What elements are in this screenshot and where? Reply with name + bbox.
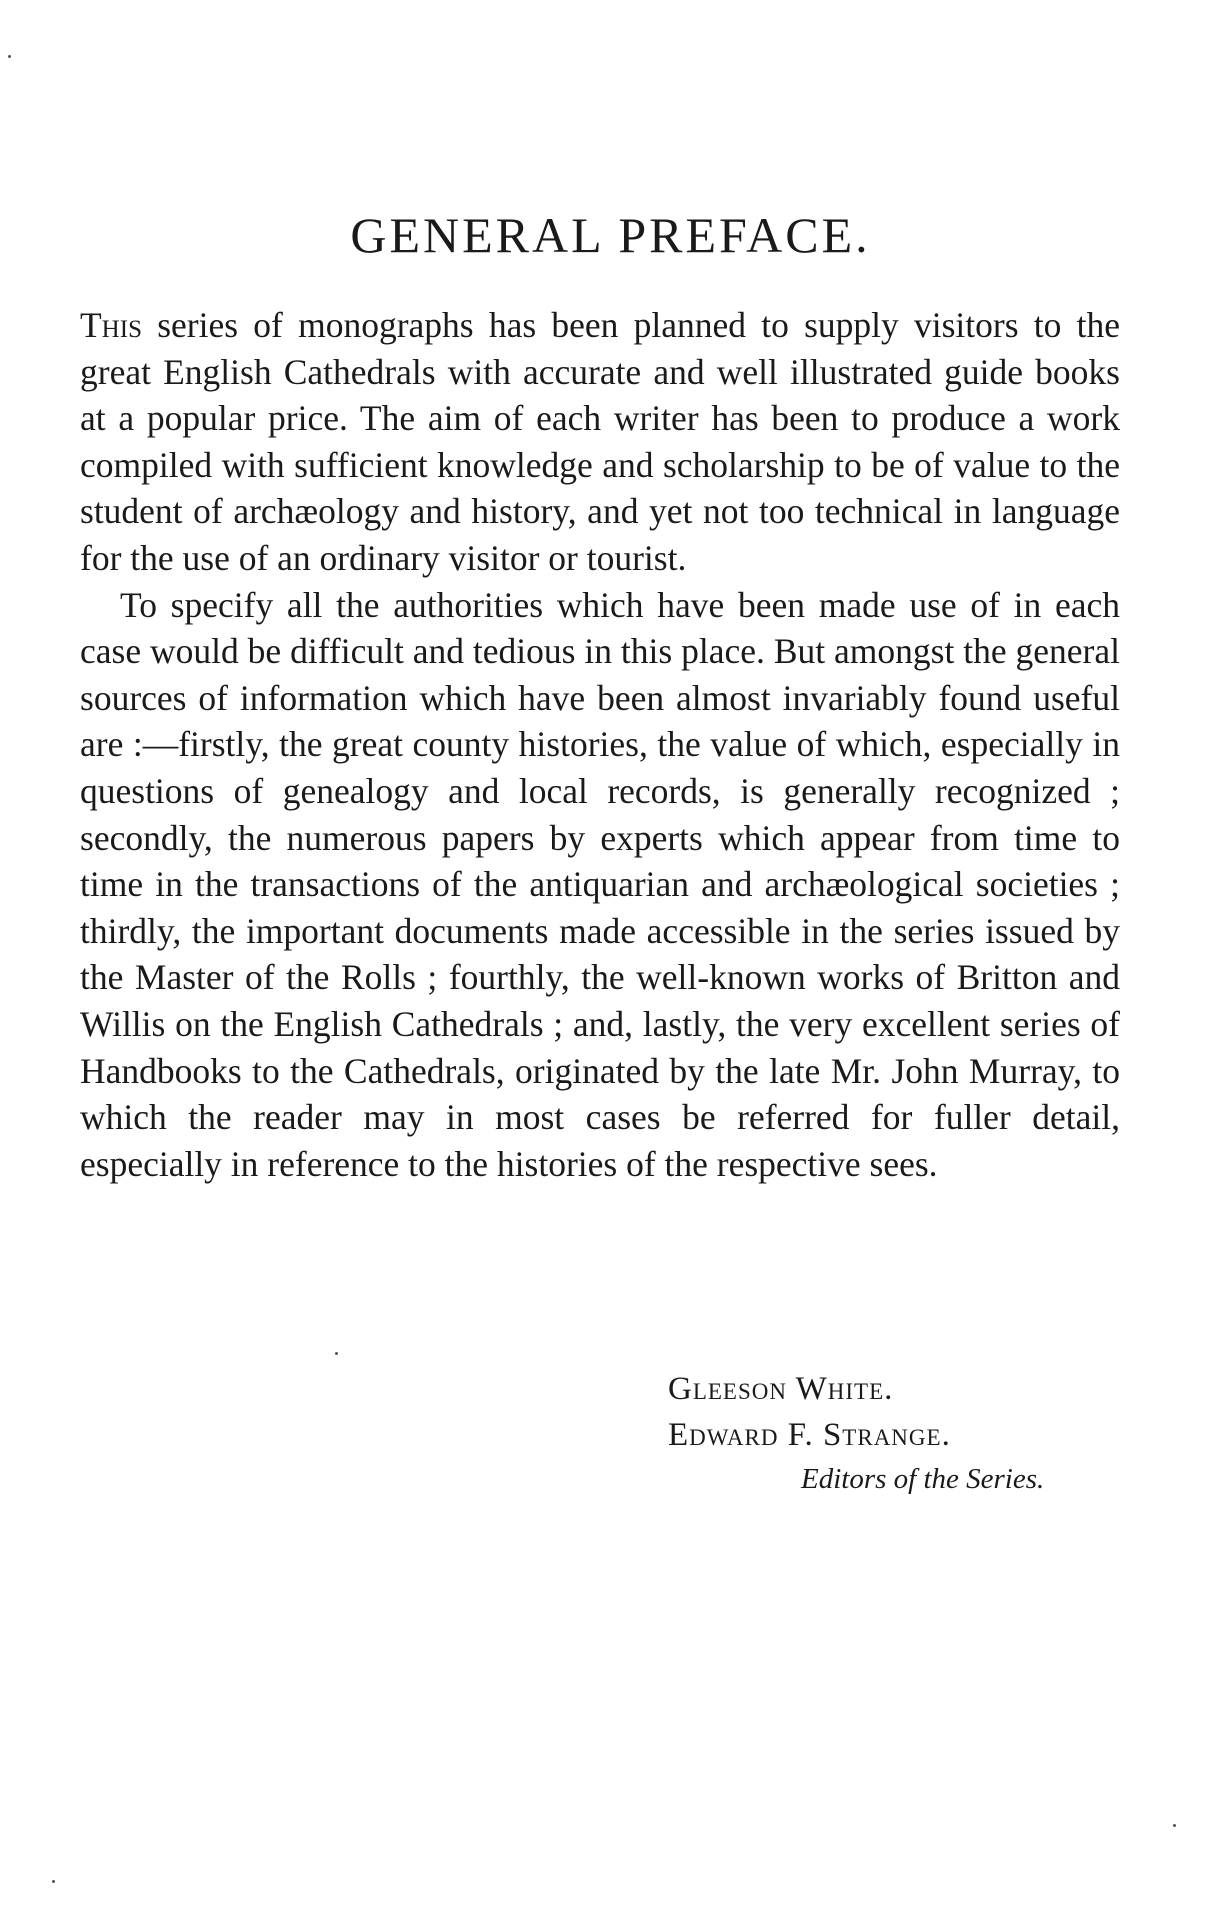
scan-speck [52, 1880, 55, 1883]
page-title: GENERAL PREFACE. [350, 207, 871, 263]
paragraph-1 [80, 302, 1120, 582]
scan-speck [8, 55, 11, 58]
scan-speck [335, 1352, 338, 1355]
editor-name-1: Gleeson White. [668, 1371, 894, 1407]
scan-speck [1173, 1824, 1176, 1827]
paragraph-2: To specify all the authorities which have been made use of in each case would be difficult and tedious in this place. But amongst the general sources of information which have been almost invariably found useful are :—firstly, the great county histories, the value of which, especially in questions of genealogy and local records, is generally recognized ; secondly, the numerous papers by experts which appear from time to time in the transactions of the antiquarian and archæological societies ; thirdly, the important documents made accessible in the series issued by the Master of the Rolls ; fourthly, the well-known works of Britton and Willis on the English Cathedrals ; and, lastly, the very excellent series of Handbooks to the Cathedrals, originated by the late Mr. John Murray, to which the reader may in most cases be referred for fuller detail, especially in reference to the histories of the respective sees. [80, 584, 1120, 1184]
editor-name-2: Edward F. Strange. [668, 1417, 951, 1453]
paragraph-1-lead: This [80, 305, 142, 345]
paragraph-1-text: series of monographs has been planned to supply visitors to the great English Cathedrals with accurate and well illustrated guide books at a popular price. The aim of each writer has been to produce a work compiled with sufficient knowledge and scholarship to be of value to the student of archæology and history, and yet not too technical in language for the use of an ordinary visitor or tourist. [80, 305, 1120, 578]
signature-block [668, 1366, 1128, 1500]
preface-body [80, 302, 1120, 1187]
editors-role: Editors of the Series. [801, 1463, 1045, 1495]
